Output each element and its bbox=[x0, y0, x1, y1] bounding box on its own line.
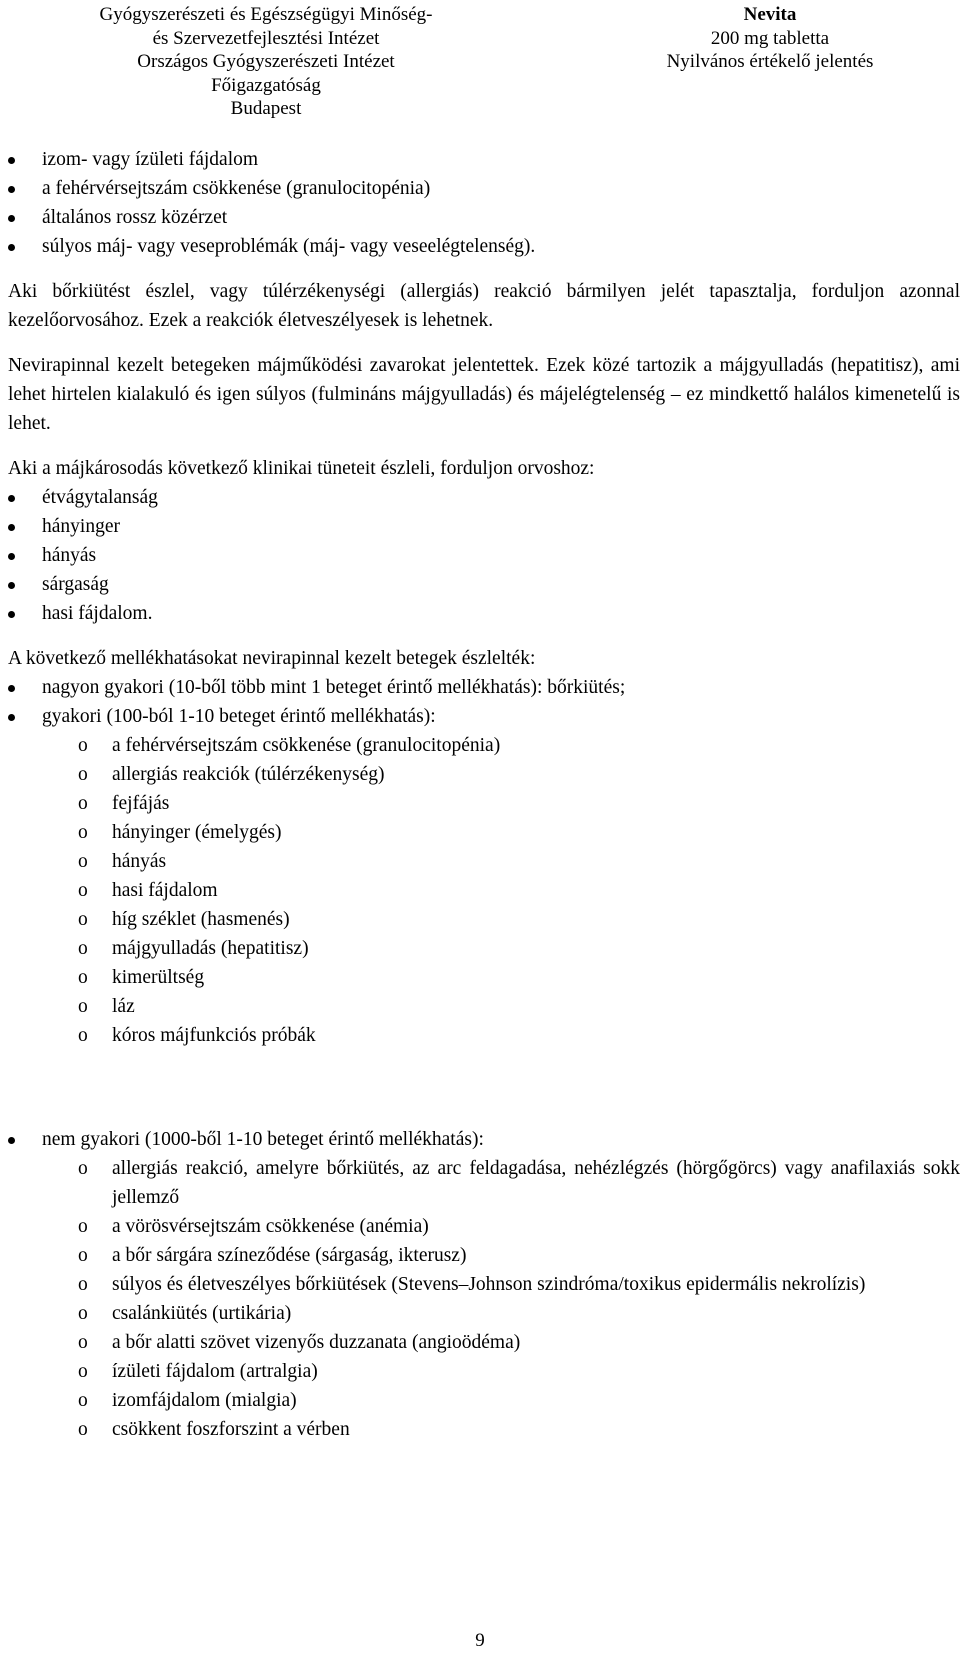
list-item: étvágytalanság bbox=[8, 483, 960, 512]
bullet-icon bbox=[8, 186, 15, 193]
uncommon-effects-list bbox=[8, 1154, 960, 1444]
paragraph: Aki a májkárosodás következő klinikai tüneteit észleli, forduljon orvoshoz: bbox=[8, 458, 595, 479]
bullet-icon bbox=[8, 524, 15, 531]
header-left-line: és Szervezetfejlesztési Intézet bbox=[152, 27, 380, 49]
paragraph: Aki bőrkiütést észlel, vagy túlérzékenységi (allergiás) reakció bármilyen jelét tapasztalja, forduljon azonnal kezelőorvosához. Ezek a reakciók életveszélyesek is lehetnek. bbox=[8, 281, 960, 331]
list-item: hányás bbox=[8, 541, 960, 570]
header-institution bbox=[36, 3, 496, 121]
sub-list-item: o súlyos és életveszélyes bőrkiütések (Stevens–Johnson szindróma/toxikus epidermális nekrolízis) bbox=[78, 1274, 866, 1295]
list-item: nem gyakori (1000-ből 1-10 beteget érintő mellékhatás): o allergiás reakció, amelyre bőrkiütés, az arc feldagadása, nehézlégzés (hörgőgörcs) vagy anafilaxiás sokk jellemző o a vörösvérsejtszám csökkenése (anémia) o a bőr sárgára színeződése (sárgaság, ikterusz) o súlyos és életveszélyes bőrkiütések (Stevens–Johnson szindróma/toxikus epidermális nekrolízis) o csalánkiütés (urtikária) o a bőr alatti szövet vizenyős duzzanata (angioödéma) o ízületi fájdalom (artralgia) o izomfájdalom (mialgia) o csökkent foszforszint a vérben bbox=[8, 1125, 960, 1444]
list-item: súlyos máj- vagy veseproblémák (máj- vagy veseelégtelenség). bbox=[8, 232, 960, 261]
list-item: sárgaság bbox=[8, 570, 960, 599]
header-left-line: Főigazgatóság bbox=[211, 74, 321, 96]
liver-symptom-list bbox=[8, 483, 960, 628]
sub-list-item: o a vörösvérsejtszám csökkenése (anémia) bbox=[78, 1216, 429, 1237]
bullet-icon bbox=[8, 157, 15, 164]
sub-list-item: o láz bbox=[78, 996, 135, 1017]
bullet-icon bbox=[8, 244, 15, 251]
sub-list-item: o allergiás reakciók (túlérzékenység) bbox=[78, 764, 385, 785]
bullet-icon bbox=[8, 215, 15, 222]
list-item: hasi fájdalom. bbox=[8, 599, 960, 628]
header-left-line: Országos Gyógyszerészeti Intézet bbox=[137, 51, 395, 72]
bullet-icon bbox=[8, 714, 15, 721]
common-effects-list bbox=[8, 731, 960, 1050]
sub-list-item: o híg széklet (hasmenés) bbox=[78, 909, 290, 930]
paragraph: Nevirapinnal kezelt betegeken májműködési zavarokat jelentettek. Ezek közé tartozik a májgyulladás (hepatitisz), ami lehet hirtelen kialakuló és igen súlyos (fulmináns májgyulladás) és májelégtelenség – ez mindkettő halálos kimenetelű is lehet. bbox=[8, 355, 960, 434]
sub-list-item: o kóros májfunkciós próbák bbox=[78, 1025, 316, 1046]
list-item: hányinger bbox=[8, 512, 960, 541]
sub-list-item: o kimerültség bbox=[78, 967, 205, 988]
bullet-icon bbox=[8, 553, 15, 560]
sub-list-item: o hasi fájdalom bbox=[78, 880, 218, 901]
header-product bbox=[640, 3, 900, 74]
sub-list-item: o allergiás reakció, amelyre bőrkiütés, az arc feldagadása, nehézlégzés (hörgőgörcs) vagy anafilaxiás sokk jellemző bbox=[78, 1158, 960, 1208]
header-right-line: Nyilvános értékelő jelentés bbox=[666, 51, 874, 72]
list-item: nagyon gyakori (10-ből több mint 1 beteget érintő mellékhatás): bőrkiütés; bbox=[8, 673, 960, 702]
sub-list-item: o ízületi fájdalom (artralgia) bbox=[78, 1361, 318, 1382]
bullet-icon bbox=[8, 611, 15, 618]
uncommon-list bbox=[8, 1125, 960, 1444]
sub-list-item: o csalánkiütés (urtikária) bbox=[78, 1303, 292, 1324]
sub-list-item: o hányinger (émelygés) bbox=[78, 822, 282, 843]
sub-list-item: o fejfájás bbox=[78, 793, 170, 814]
list-item: általános rossz közérzet bbox=[8, 203, 960, 232]
bullet-icon bbox=[8, 685, 15, 692]
header-left-line: Gyógyszerészeti és Egészségügyi Minőség- bbox=[99, 4, 433, 25]
paragraph: A következő mellékhatásokat nevirapinnal kezelt betegek észlelték: bbox=[8, 648, 536, 669]
header-right-line: 200 mg tabletta bbox=[710, 27, 830, 49]
sub-list-item: o a bőr alatti szövet vizenyős duzzanata (angioödéma) bbox=[78, 1332, 521, 1353]
frequency-list bbox=[8, 673, 960, 1050]
bullet-icon bbox=[8, 582, 15, 589]
sub-list-item: o hányás bbox=[78, 851, 167, 872]
product-title: Nevita bbox=[743, 4, 797, 25]
list-item: izom- vagy ízületi fájdalom bbox=[8, 145, 960, 174]
sub-list-item: o izomfájdalom (mialgia) bbox=[78, 1390, 297, 1411]
sub-list-item: o csökkent foszforszint a vérben bbox=[78, 1419, 350, 1440]
header-left-line: Budapest bbox=[230, 98, 302, 119]
bullet-icon bbox=[8, 1137, 15, 1144]
sub-list-item: o májgyulladás (hepatitisz) bbox=[78, 938, 309, 959]
list-item: a fehérvérsejtszám csökkenése (granulocitopénia) bbox=[8, 174, 960, 203]
list-item: gyakori (100-ból 1-10 beteget érintő mellékhatás): o a fehérvérsejtszám csökkenése (granulocitopénia) o allergiás reakciók (túlérzékenység) o fejfájás o hányinger (émelygés) o hányás o hasi fájdalom o híg széklet (hasmenés) o májgyulladás (hepatitisz) o kimerültség o láz o kóros májfunkciós próbák bbox=[8, 702, 960, 1050]
sub-list-item: o a bőr sárgára színeződése (sárgaság, ikterusz) bbox=[78, 1245, 467, 1266]
symptom-list bbox=[8, 145, 960, 261]
bullet-icon bbox=[8, 495, 15, 502]
sub-list-item: o a fehérvérsejtszám csökkenése (granulocitopénia) bbox=[78, 735, 501, 756]
main-content bbox=[8, 145, 960, 1444]
page-number: 9 bbox=[475, 1630, 485, 1651]
